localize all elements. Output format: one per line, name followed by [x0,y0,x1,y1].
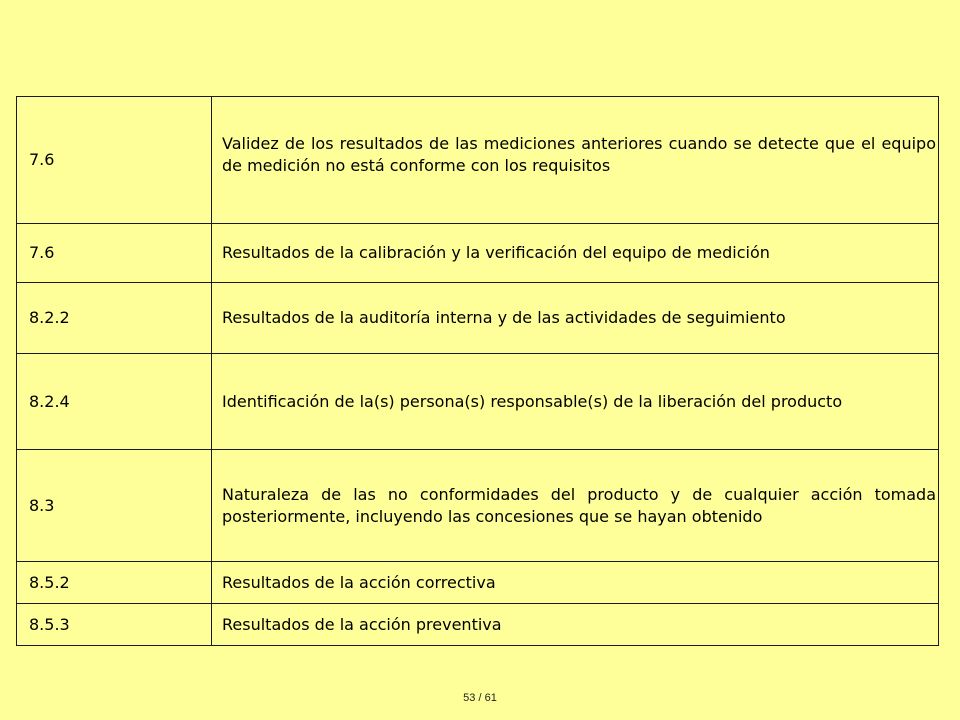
clause-code: 8.5.2 [17,562,212,604]
table-row [17,224,939,283]
table-row [17,97,939,224]
record-description: Resultados de la calibración y la verificación del equipo de medición [212,224,939,283]
table-row [17,283,939,354]
record-description: Resultados de la acción preventiva [212,604,939,646]
record-description: Identificación de la(s) persona(s) responsable(s) de la liberación del producto [212,354,939,450]
clause-code: 7.6 [17,224,212,283]
table-row [17,562,939,604]
clause-code: 8.5.3 [17,604,212,646]
record-description: Validez de los resultados de las mediciones anteriores cuando se detecte que el equipo de medición no está conforme con los requisitos [212,97,939,224]
table-row [17,450,939,562]
table-row [17,354,939,450]
record-description: Resultados de la acción correctiva [212,562,939,604]
records-table [16,96,939,646]
clause-code: 8.2.4 [17,354,212,450]
clause-code: 8.2.2 [17,283,212,354]
page-number: 53 / 61 [463,692,497,704]
record-description: Resultados de la auditoría interna y de las actividades de seguimiento [212,283,939,354]
record-description: Naturaleza de las no conformidades del producto y de cualquier acción tomada posteriormente, incluyendo las concesiones que se hayan obtenido [212,450,939,562]
clause-code: 8.3 [17,450,212,562]
table-row [17,604,939,646]
clause-code: 7.6 [17,97,212,224]
